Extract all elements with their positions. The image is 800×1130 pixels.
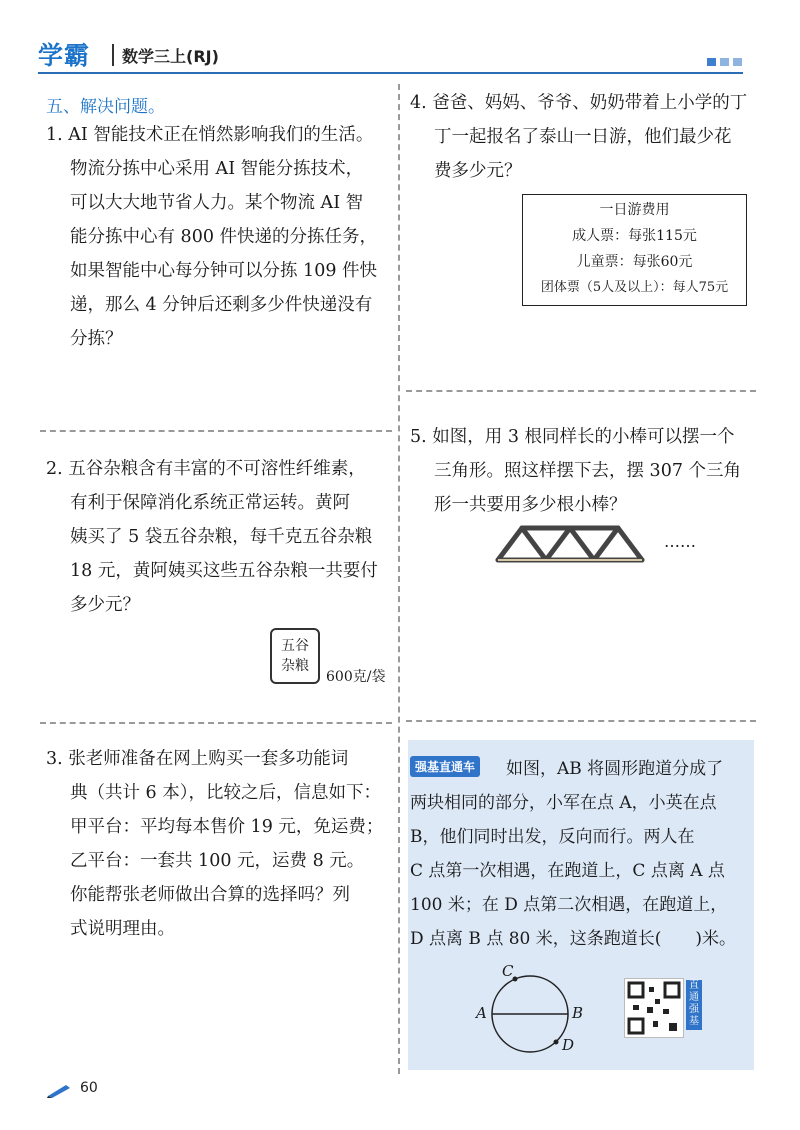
qr-code[interactable] [624, 978, 684, 1038]
row-divider [406, 390, 756, 392]
question-line: D 点离 B 点 80 米，这条跑道长( )米。 [410, 929, 737, 949]
question-line: 乙平台：一套共 100 元，运费 8 元。 [70, 851, 365, 871]
question-line: 能分拣中心有 800 件快递的分拣任务， [70, 227, 378, 247]
page-number: 60 [80, 1080, 98, 1096]
question-line: 1. AI 智能技术正在悄然影响我们的生活。 [46, 125, 374, 145]
question-line: 18 元，黄阿姨买这些五谷杂粮一共要付 [70, 561, 378, 581]
grain-bag-illustration [270, 628, 320, 684]
qr-code-icon [625, 979, 683, 1037]
question-2 [46, 452, 396, 622]
question-line: 2. 五谷杂粮含有丰富的不可溶性纤维素， [46, 459, 366, 479]
triangle-sticks-figure [492, 522, 662, 566]
question-line: 费多少元？ [434, 161, 522, 181]
question-line: 两块相同的部分，小军在点 A，小英在点 [410, 793, 717, 813]
brand-logo: 学霸 [38, 41, 91, 70]
point-label-a: A [476, 1004, 487, 1022]
question-3 [46, 742, 396, 946]
question-line: 有利于保障消化系统正常运转。黄阿 [70, 493, 350, 513]
fee-table [522, 194, 747, 306]
pencil-icon [46, 1082, 72, 1098]
header-dots [707, 58, 742, 66]
point-label-d: D [562, 1036, 575, 1054]
question-line: 多少元？ [70, 595, 140, 615]
row-divider [406, 720, 756, 722]
question-1 [46, 118, 396, 356]
grain-bag-label: 五谷 [281, 638, 309, 654]
question-line: 递，那么 4 分钟后还剩多少件快递没有 [70, 295, 373, 315]
question-line: 你能帮张老师做出合算的选择吗？列 [70, 885, 350, 905]
header-title: 数学三上(RJ) [122, 47, 219, 66]
fee-table-title: 一日游费用 [599, 202, 670, 218]
question-line: 形一共要用多少根小棒？ [434, 495, 627, 515]
question-line: 4. 爸爸、妈妈、爷爷、奶奶带着上小学的丁 [410, 93, 748, 113]
qr-side-label: 直通强基 [686, 980, 702, 1030]
question-line: 物流分拣中心采用 AI 智能分拣技术， [70, 159, 364, 179]
question-line: 姨买了 5 袋五谷杂粮，每千克五谷杂粮 [70, 527, 373, 547]
question-line: 3. 张老师准备在网上购买一套多功能词 [46, 749, 349, 769]
header-divider [112, 44, 114, 66]
column-divider [398, 84, 400, 1074]
question-line: 甲平台：平均每本售价 19 元，免运费； [70, 817, 384, 837]
question-4 [410, 86, 760, 188]
question-line: 可以大大地节省人力。某个物流 AI 智 [70, 193, 364, 213]
question-line: B，他们同时出发，反向而行。两人在 [410, 827, 695, 847]
grain-bag-caption: 600克/袋 [326, 669, 386, 685]
question-line: 式说明理由。 [70, 919, 175, 939]
question-line: C 点第一次相遇，在跑道上，C 点离 A 点 [410, 861, 725, 881]
question-line: 丁一起报名了泰山一日游，他们最少花 [434, 127, 732, 147]
question-line: 如图，AB 将圆形跑道分成了 [506, 759, 724, 779]
question-5 [410, 420, 760, 522]
grain-bag-label: 杂粮 [281, 658, 309, 674]
fee-child: 儿童票：每张60元 [576, 254, 693, 270]
row-divider [40, 722, 392, 724]
question-line: 如果智能中心每分钟可以分拣 109 件快 [70, 261, 378, 281]
fee-adult: 成人票：每张115元 [572, 228, 697, 244]
point-label-c: C [502, 962, 514, 980]
row-divider [40, 430, 392, 432]
fee-group: 团体票（5人及以上）：每人75元 [540, 280, 729, 295]
question-line: 5. 如图，用 3 根同样长的小棒可以摆一个 [410, 427, 735, 447]
section-title: 五、解决问题。 [46, 97, 165, 117]
header-rule [38, 72, 743, 74]
extra-question [410, 752, 756, 956]
question-line: 分拣？ [70, 329, 123, 349]
question-line: 三角形。照这样摆下去，摆 307 个三角 [434, 461, 742, 481]
figure-ellipsis: …… [664, 532, 696, 551]
point-label-b: B [572, 1004, 584, 1022]
question-line: 典（共计 6 本），比较之后，信息如下： [70, 783, 382, 803]
question-line: 100 米；在 D 点第二次相遇，在跑道上， [410, 895, 728, 915]
extra-tag: 强基直通车 [410, 756, 480, 777]
